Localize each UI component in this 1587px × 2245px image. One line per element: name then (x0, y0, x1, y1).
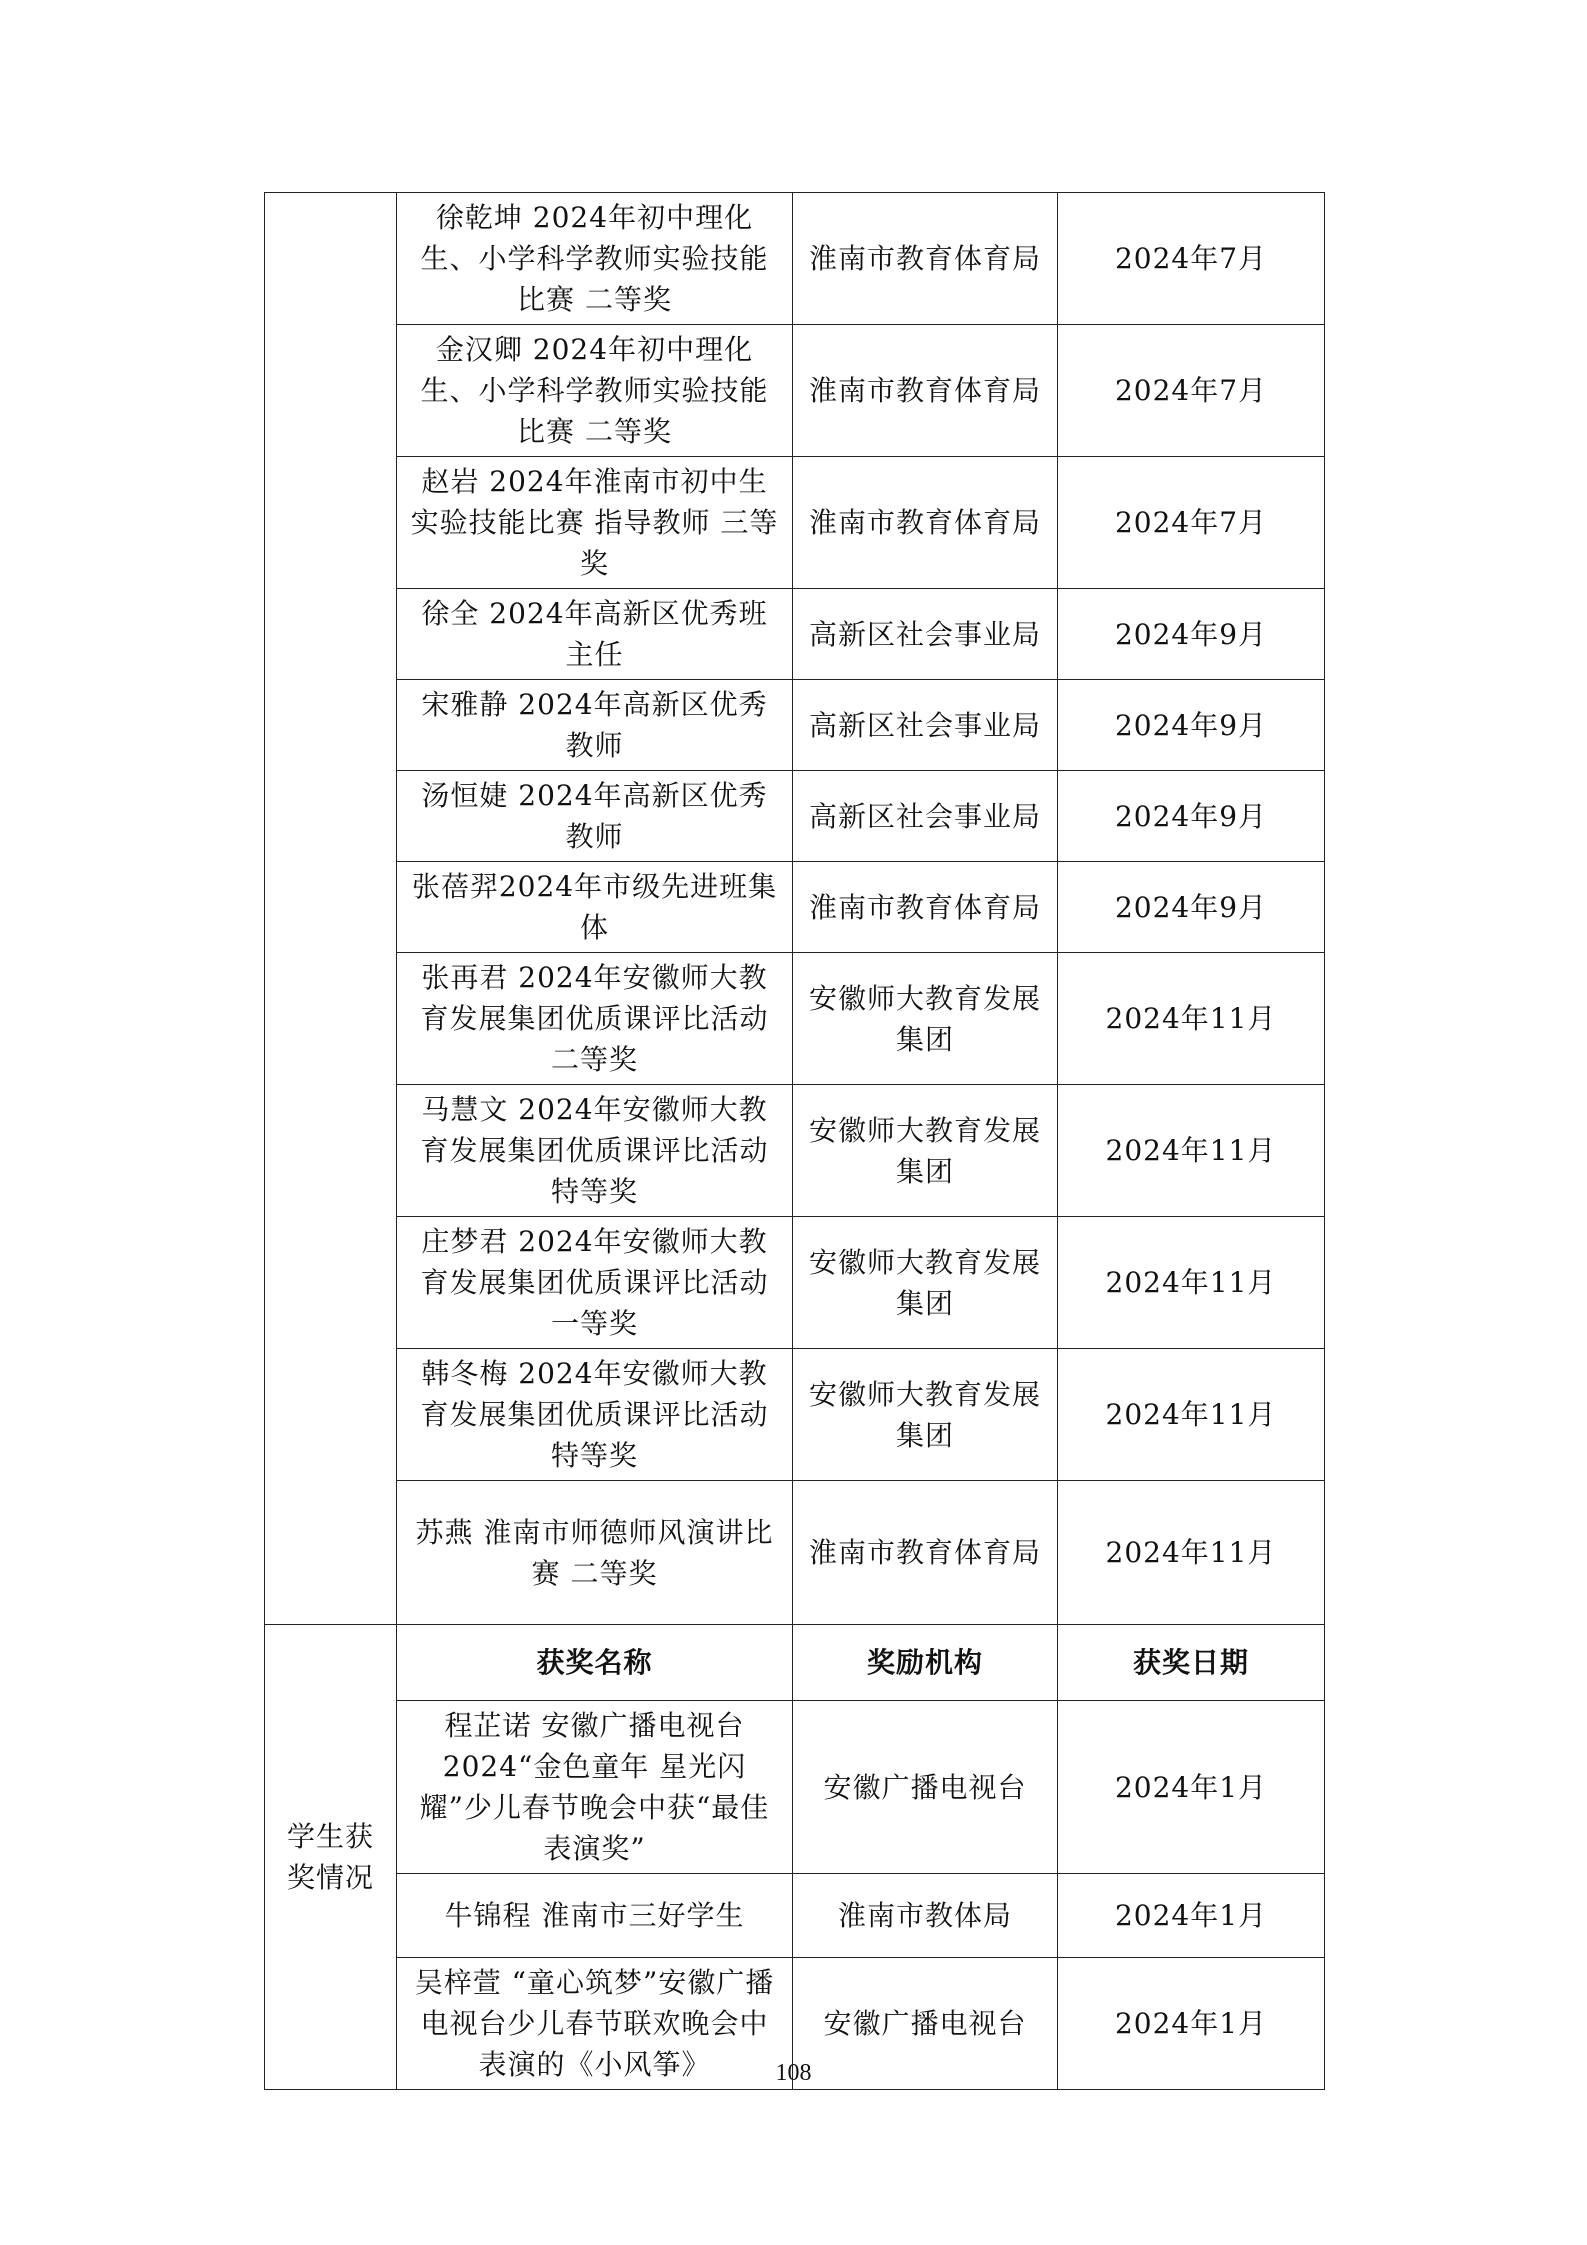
table-row (265, 1349, 1325, 1481)
award-org-cell: 淮南市教育体育局 (793, 325, 1058, 457)
table-header-row (265, 1625, 1325, 1701)
award-date-cell: 2024年1月 (1058, 1874, 1325, 1958)
table-row (265, 325, 1325, 457)
award-date-cell: 2024年11月 (1058, 1217, 1325, 1349)
column-header-date: 获奖日期 (1058, 1625, 1325, 1701)
award-org-cell: 高新区社会事业局 (793, 680, 1058, 771)
award-org-cell: 高新区社会事业局 (793, 771, 1058, 862)
award-date-cell: 2024年9月 (1058, 589, 1325, 680)
table-row (265, 1701, 1325, 1874)
table-row (265, 1481, 1325, 1625)
award-date-cell: 2024年11月 (1058, 1481, 1325, 1625)
award-org-cell: 淮南市教体局 (793, 1874, 1058, 1958)
award-org-cell: 高新区社会事业局 (793, 589, 1058, 680)
award-org-cell: 安徽广播电视台 (793, 1958, 1058, 2090)
award-date-cell: 2024年1月 (1058, 1701, 1325, 1874)
award-org-cell: 淮南市教育体育局 (793, 457, 1058, 589)
award-org-cell: 安徽师大教育发展集团 (793, 1085, 1058, 1217)
award-name-cell: 程芷诺 安徽广播电视台2024“金色童年 星光闪耀”少儿春节晚会中获“最佳表演奖” (397, 1701, 793, 1874)
award-name-cell: 张蓓羿2024年市级先进班集体 (397, 862, 793, 953)
table-row (265, 862, 1325, 953)
award-name-cell: 马慧文 2024年安徽师大教育发展集团优质课评比活动 特等奖 (397, 1085, 793, 1217)
award-name-cell: 徐乾坤 2024年初中理化生、小学科学教师实验技能比赛 二等奖 (397, 193, 793, 325)
table-row (265, 771, 1325, 862)
award-org-cell: 安徽师大教育发展集团 (793, 1349, 1058, 1481)
award-date-cell: 2024年11月 (1058, 1085, 1325, 1217)
award-date-cell: 2024年7月 (1058, 193, 1325, 325)
table-row (265, 1874, 1325, 1958)
award-name-cell: 韩冬梅 2024年安徽师大教育发展集团优质课评比活动 特等奖 (397, 1349, 793, 1481)
award-name-cell: 牛锦程 淮南市三好学生 (397, 1874, 793, 1958)
award-date-cell: 2024年7月 (1058, 457, 1325, 589)
award-date-cell: 2024年7月 (1058, 325, 1325, 457)
award-org-cell: 安徽广播电视台 (793, 1701, 1058, 1874)
award-name-cell: 庄梦君 2024年安徽师大教育发展集团优质课评比活动 一等奖 (397, 1217, 793, 1349)
column-header-org: 奖励机构 (793, 1625, 1058, 1701)
award-name-cell: 张再君 2024年安徽师大教育发展集团优质课评比活动 二等奖 (397, 953, 793, 1085)
award-name-cell: 宋雅静 2024年高新区优秀教师 (397, 680, 793, 771)
awards-table (264, 192, 1325, 2090)
award-org-cell: 淮南市教育体育局 (793, 193, 1058, 325)
award-org-cell: 安徽师大教育发展集团 (793, 1217, 1058, 1349)
award-date-cell: 2024年1月 (1058, 1958, 1325, 2090)
table-row (265, 1085, 1325, 1217)
category-cell-continued (265, 193, 397, 1625)
table-row (265, 193, 1325, 325)
award-name-cell: 苏燕 淮南市师德师风演讲比赛 二等奖 (397, 1481, 793, 1625)
table-row (265, 589, 1325, 680)
table-row (265, 457, 1325, 589)
award-date-cell: 2024年11月 (1058, 1349, 1325, 1481)
award-name-cell: 赵岩 2024年淮南市初中生实验技能比赛 指导教师 三等奖 (397, 457, 793, 589)
column-header-name: 获奖名称 (397, 1625, 793, 1701)
award-org-cell: 淮南市教育体育局 (793, 862, 1058, 953)
table-row (265, 953, 1325, 1085)
award-name-cell: 汤恒婕 2024年高新区优秀教师 (397, 771, 793, 862)
award-date-cell: 2024年9月 (1058, 862, 1325, 953)
table-row (265, 680, 1325, 771)
award-name-cell: 徐全 2024年高新区优秀班主任 (397, 589, 793, 680)
award-name-cell: 吴梓萱 “童心筑梦”安徽广播电视台少儿春节联欢晚会中表演的《小风筝》 (397, 1958, 793, 2090)
award-date-cell: 2024年9月 (1058, 771, 1325, 862)
award-org-cell: 安徽师大教育发展集团 (793, 953, 1058, 1085)
award-org-cell: 淮南市教育体育局 (793, 1481, 1058, 1625)
award-name-cell: 金汉卿 2024年初中理化生、小学科学教师实验技能比赛 二等奖 (397, 325, 793, 457)
category-cell: 学生获奖情况 (265, 1625, 397, 2090)
table-row (265, 1217, 1325, 1349)
award-date-cell: 2024年9月 (1058, 680, 1325, 771)
award-date-cell: 2024年11月 (1058, 953, 1325, 1085)
page-number: 108 (775, 2060, 812, 2086)
